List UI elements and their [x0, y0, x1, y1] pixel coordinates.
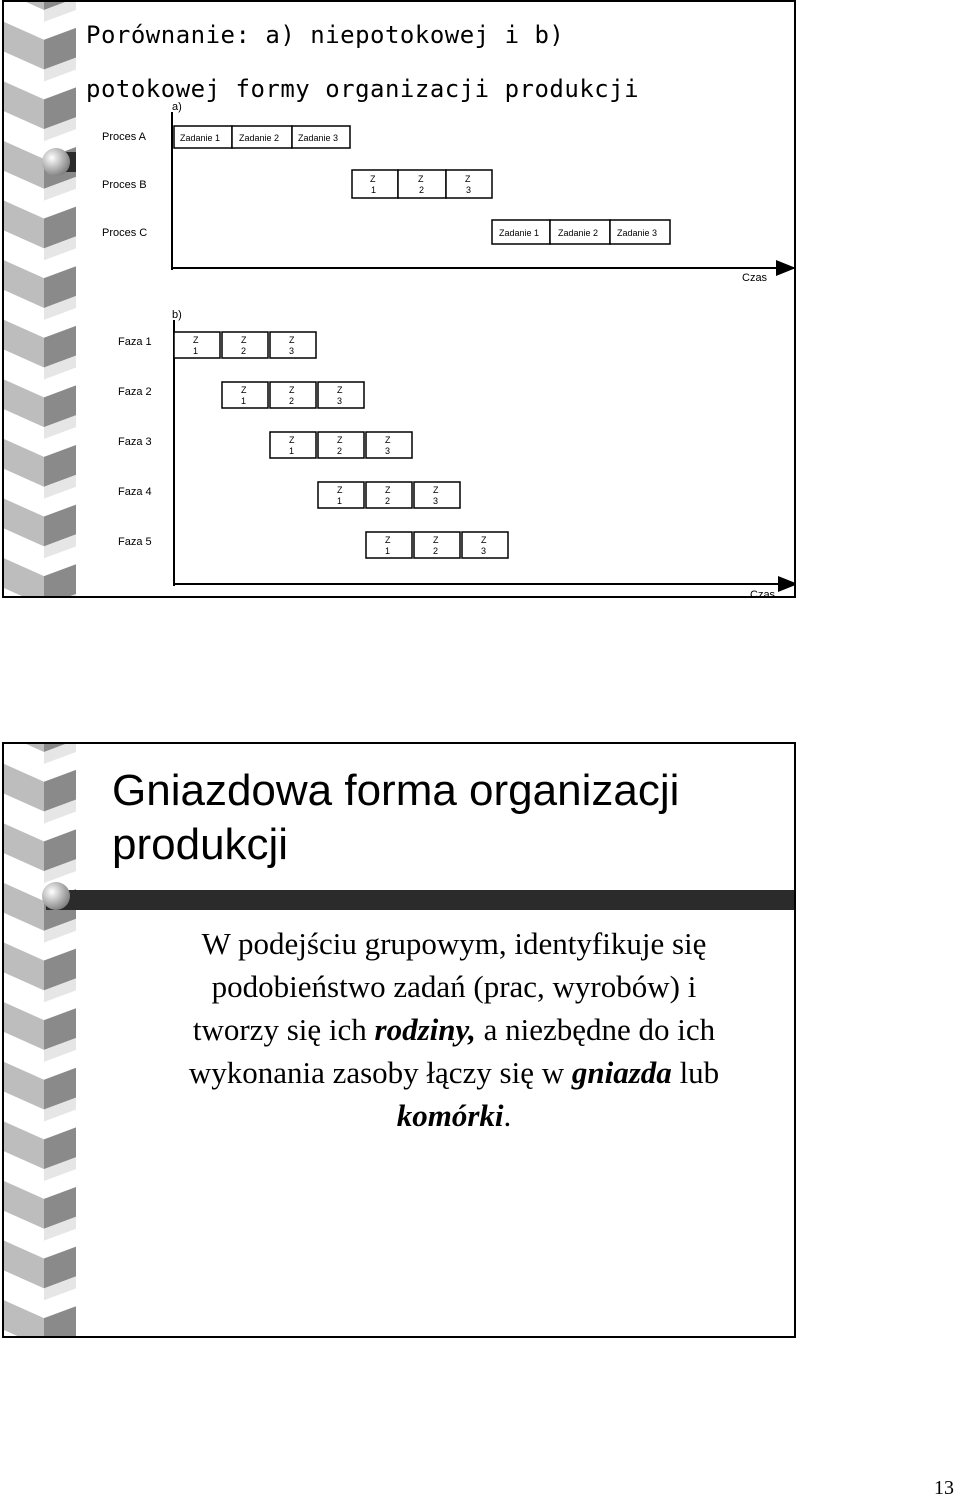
phase-task-label: Z: [385, 485, 391, 495]
diagram-b-axis-label: Czas: [750, 589, 776, 600]
phase-task-label: 3: [385, 446, 391, 456]
phase-task-label: Z: [433, 485, 439, 495]
task-label: Zadanie 3: [617, 228, 658, 238]
title-line-2: produkcji: [112, 820, 289, 869]
text-span: lub: [671, 1055, 720, 1090]
phase-task-label: Z: [241, 335, 247, 345]
row-label-proces-a: Proces A: [102, 131, 147, 143]
body-line-4: [134, 1051, 774, 1094]
diagram-a-axis-label: Czas: [742, 272, 768, 284]
phase-task-label: Z: [385, 435, 391, 445]
slide-comparison: [2, 0, 796, 598]
phase-task-label: Z: [337, 485, 343, 495]
task-label: Zadanie 2: [239, 133, 280, 143]
svg-text:Z: Z: [418, 174, 424, 184]
phase-label: Faza 4: [118, 486, 152, 498]
phase-task-label: 1: [385, 546, 391, 556]
text-span: tworzy się ich: [192, 1012, 375, 1047]
phase-label: Faza 5: [118, 536, 152, 548]
phase-task-label: 3: [289, 346, 295, 356]
phase-task-label: 2: [241, 346, 247, 356]
phase-task-label: 1: [289, 446, 295, 456]
text-span: wykonania zasoby łączy się w: [188, 1055, 572, 1090]
text-span: .: [503, 1098, 512, 1133]
svg-text:2: 2: [419, 185, 425, 195]
svg-text:3: 3: [466, 185, 472, 195]
svg-text:Z: Z: [465, 174, 471, 184]
body-text: [134, 922, 774, 1137]
phase-task-label: 3: [337, 396, 343, 406]
phase-rows: [118, 332, 508, 558]
phase-task-label: Z: [241, 385, 247, 395]
proces-a-tasks: [174, 126, 350, 148]
phase-label: Faza 2: [118, 386, 152, 398]
task-label: Zadanie 3: [298, 133, 339, 143]
phase-task-label: Z: [337, 385, 343, 395]
emphasis-gniazda: gniazda: [571, 1055, 672, 1090]
proces-b-tasks: [352, 170, 492, 198]
bar-knob: [42, 882, 70, 910]
phase-task-label: 1: [241, 396, 247, 406]
phase-task-label: Z: [289, 335, 295, 345]
phase-label: Faza 1: [118, 336, 152, 348]
phase-task-label: 3: [481, 546, 487, 556]
row-label-proces-b: Proces B: [102, 179, 147, 191]
body-line-2: podobieństwo zadań (prac, wyrobów) i: [211, 969, 697, 1004]
slide-title: [112, 764, 772, 872]
ribbon-decoration: [4, 744, 76, 1336]
task-label: Zadanie 2: [558, 228, 599, 238]
phase-task-label: 2: [337, 446, 343, 456]
phase-task-label: Z: [433, 535, 439, 545]
body-line-1: W podejściu grupowym, identyfikuje się: [201, 926, 707, 961]
phase-task-label: Z: [337, 435, 343, 445]
proces-c-tasks: [492, 220, 670, 244]
emphasis-rodziny: rodziny,: [374, 1012, 476, 1047]
phase-task-label: 3: [433, 496, 439, 506]
title-line-2: potokowej formy organizacji produkcji: [86, 75, 640, 103]
gantt-diagram: [4, 2, 796, 598]
task-label: Zadanie 1: [499, 228, 540, 238]
phase-task-label: 2: [385, 496, 391, 506]
task-label: Zadanie 1: [180, 133, 221, 143]
body-line-5: [134, 1094, 774, 1137]
page-number: 13: [934, 1477, 954, 1499]
body-line-3: [134, 1008, 774, 1051]
text-span: a niezbędne do ich: [475, 1012, 716, 1047]
phase-task-label: 2: [433, 546, 439, 556]
row-label-proces-c: Proces C: [102, 227, 148, 239]
phase-task-label: 1: [337, 496, 343, 506]
svg-text:1: 1: [371, 185, 377, 195]
title-divider-bar: [46, 890, 796, 910]
phase-task-label: 2: [289, 396, 295, 406]
emphasis-komorki: komórki: [396, 1098, 504, 1133]
phase-task-label: Z: [289, 435, 295, 445]
phase-task-label: Z: [481, 535, 487, 545]
svg-text:Z: Z: [370, 174, 376, 184]
diagram-a-label: a): [172, 101, 182, 113]
phase-label: Faza 3: [118, 436, 152, 448]
diagram-b-label: b): [172, 309, 182, 321]
phase-task-label: 1: [193, 346, 199, 356]
title-line-1: Gniazdowa forma organizacji: [112, 766, 680, 815]
phase-task-label: Z: [385, 535, 391, 545]
title-line-1: Porównanie: a) niepotokowej i b): [86, 21, 565, 49]
phase-task-label: Z: [193, 335, 199, 345]
slide-gniazdowa: [2, 742, 796, 1338]
phase-task-label: Z: [289, 385, 295, 395]
